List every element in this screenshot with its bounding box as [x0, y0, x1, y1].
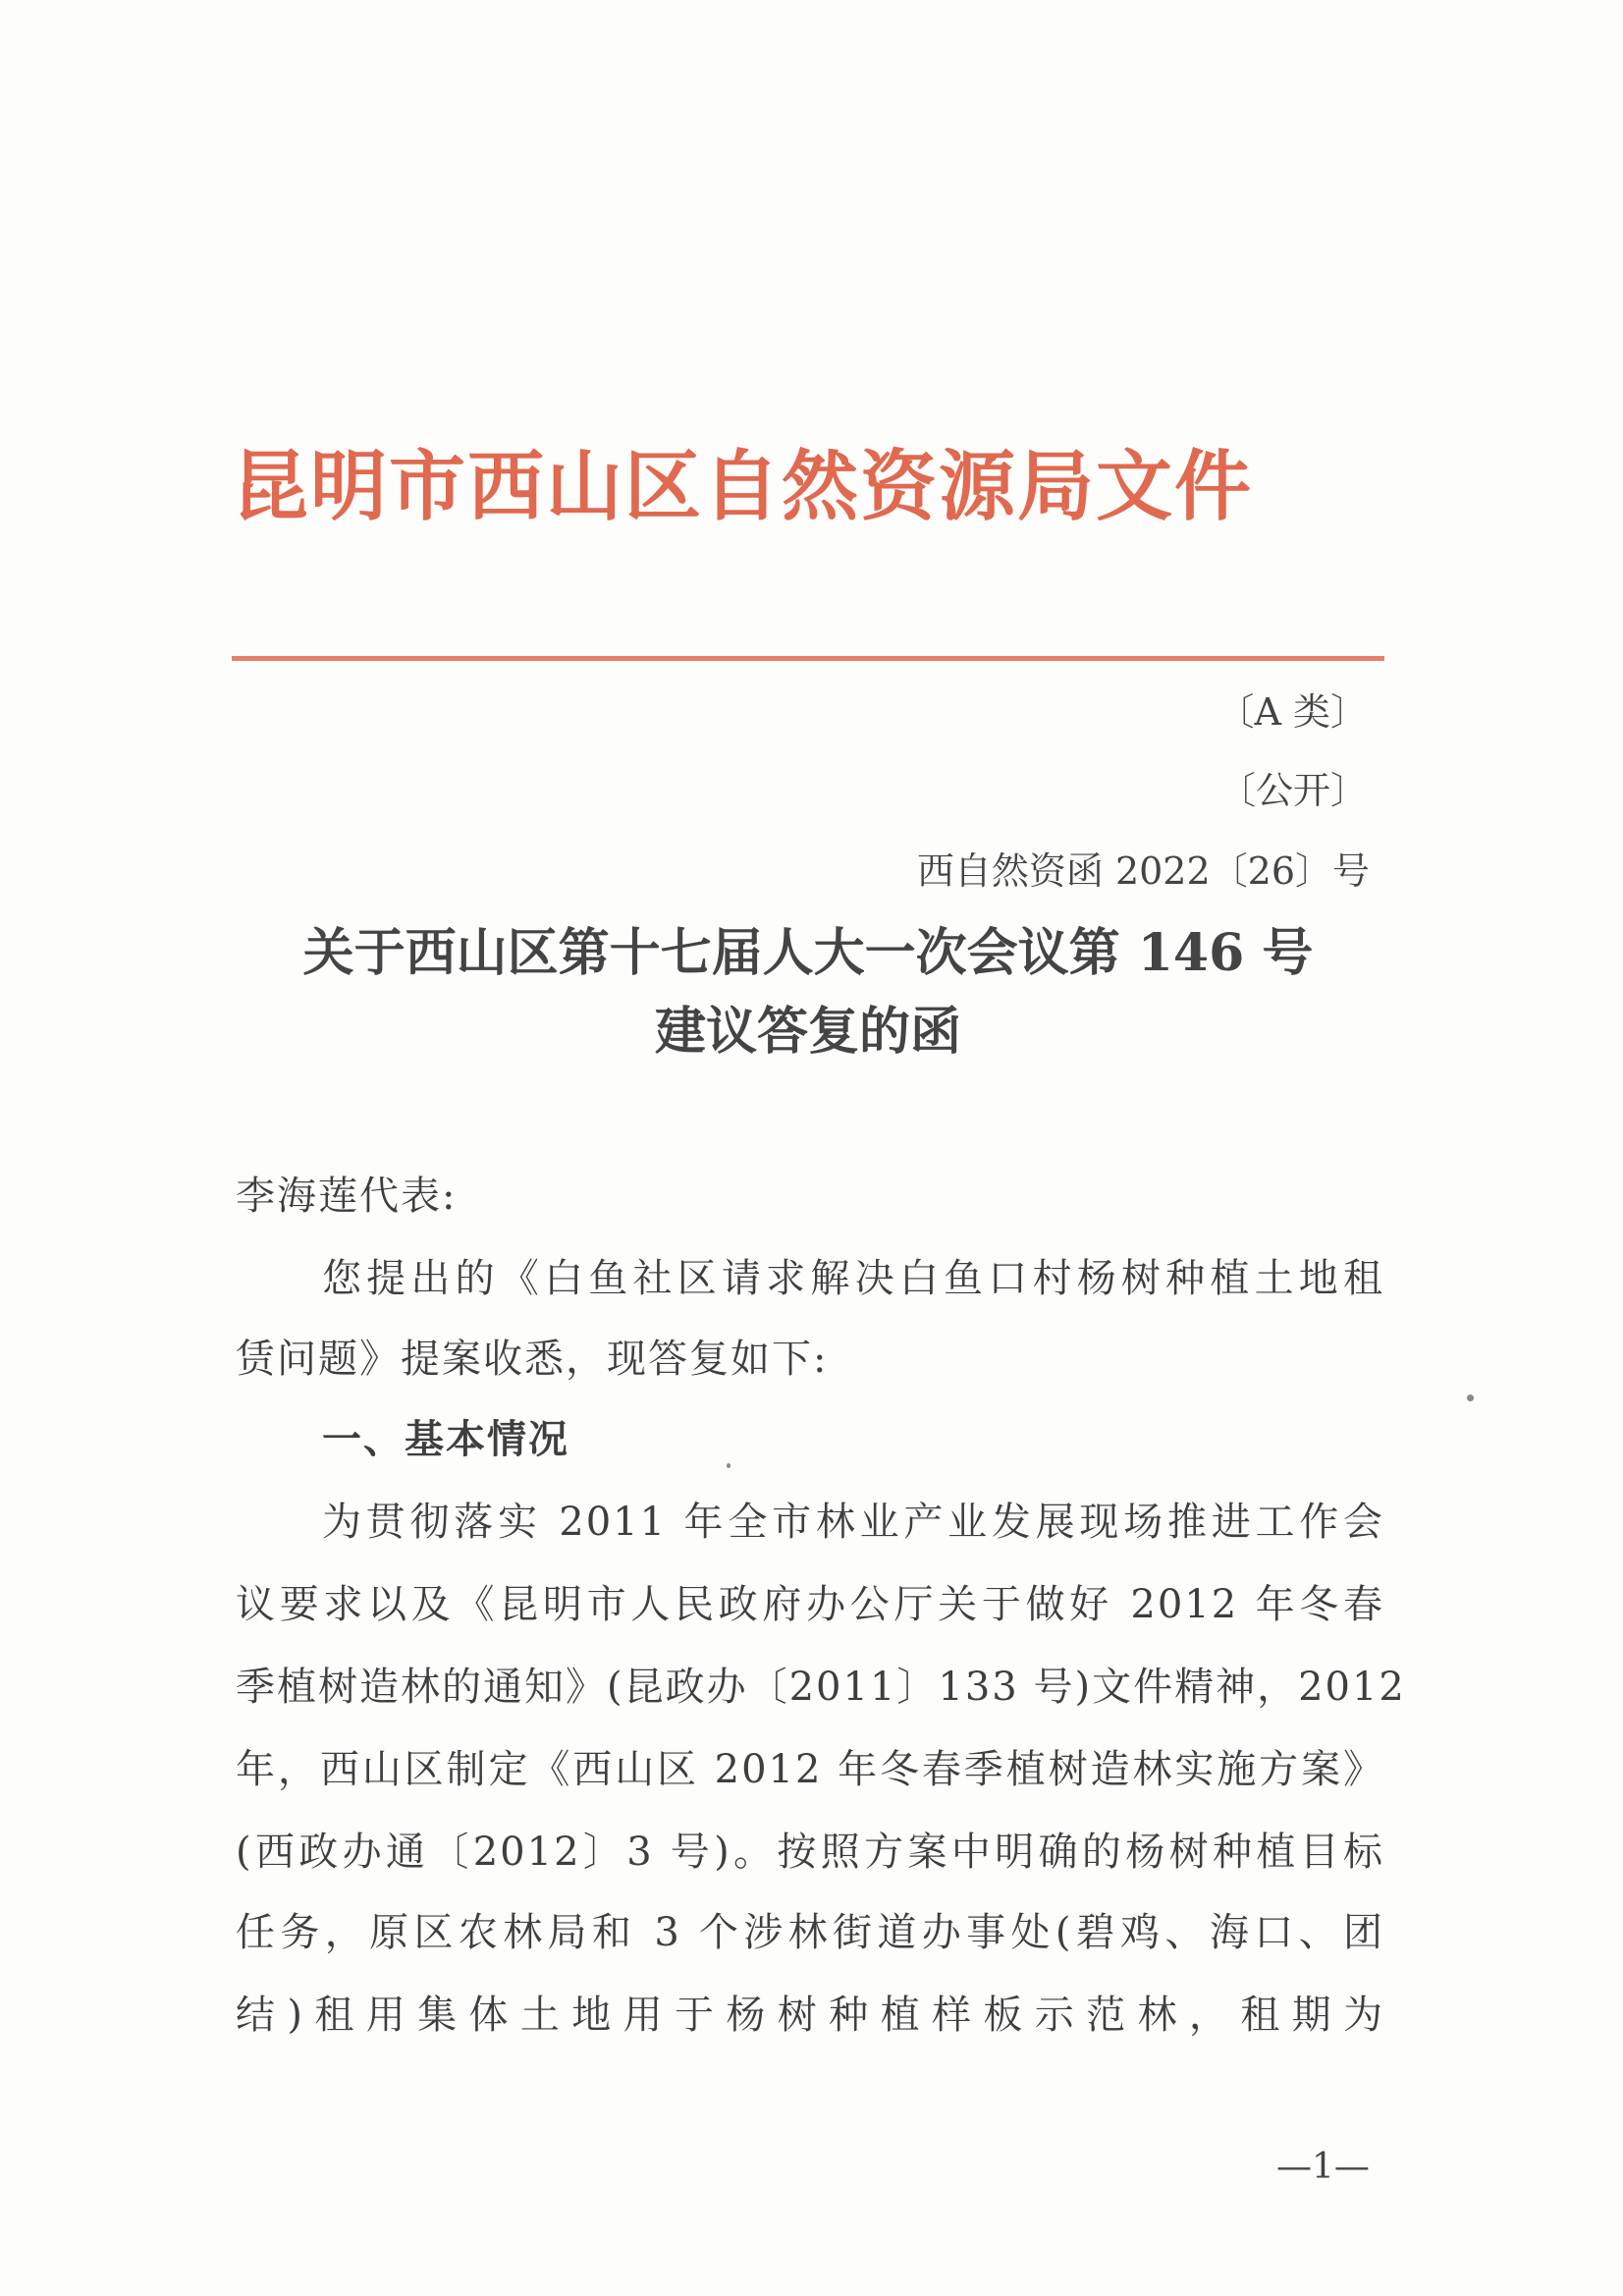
section1-line-2: 议要求以及《昆明市人民政府办公厅关于做好 2012 年冬春 [236, 1582, 1384, 1627]
intro-paragraph-line-1: 您提出的《白鱼社区请求解决白鱼口村杨树种植土地租 [322, 1256, 1384, 1301]
section-heading-basic-situation: 一、基本情况 [322, 1416, 569, 1462]
section1-line-1: 为贯彻落实 2011 年全市林业产业发展现场推进工作会 [322, 1500, 1384, 1545]
intro-paragraph-line-2: 赁问题》提案收悉，现答复如下: [236, 1337, 829, 1382]
letter-title-line-2: 建议答复的函 [654, 1002, 961, 1062]
section1-line-3: 季植树造林的通知》(昆政办〔2011〕133 号)文件精神，2012 [236, 1665, 1406, 1710]
page-number: —1— [1276, 2147, 1370, 2187]
agency-header-title: 昆明市西山区自然资源局文件 [232, 442, 1254, 531]
document-category: 〔A 类〕 [1217, 690, 1368, 734]
scan-speck [727, 1463, 730, 1468]
section1-line-6: 任务，原区农林局和 3 个涉林街道办事处(碧鸡、海口、团 [236, 1910, 1384, 1955]
letter-title-line-1: 关于西山区第十七届人大一次会议第 146 号 [302, 923, 1314, 983]
scan-speck [1467, 1394, 1474, 1401]
section1-line-4: 年，西山区制定《西山区 2012 年冬春季植树造林实施方案》 [236, 1747, 1384, 1792]
disclosure-status: 〔公开〕 [1217, 769, 1368, 812]
section1-line-5: (西政办通〔2012〕3 号)。按照方案中明确的杨树种植目标 [236, 1830, 1384, 1875]
section1-line-7: 结)租用集体土地用于杨树种植样板示范林，租期为 [236, 1993, 1384, 2038]
document-number: 西自然资函 2022〔26〕号 [916, 849, 1370, 893]
salutation: 李海莲代表: [236, 1174, 458, 1219]
header-red-rule [232, 656, 1384, 661]
